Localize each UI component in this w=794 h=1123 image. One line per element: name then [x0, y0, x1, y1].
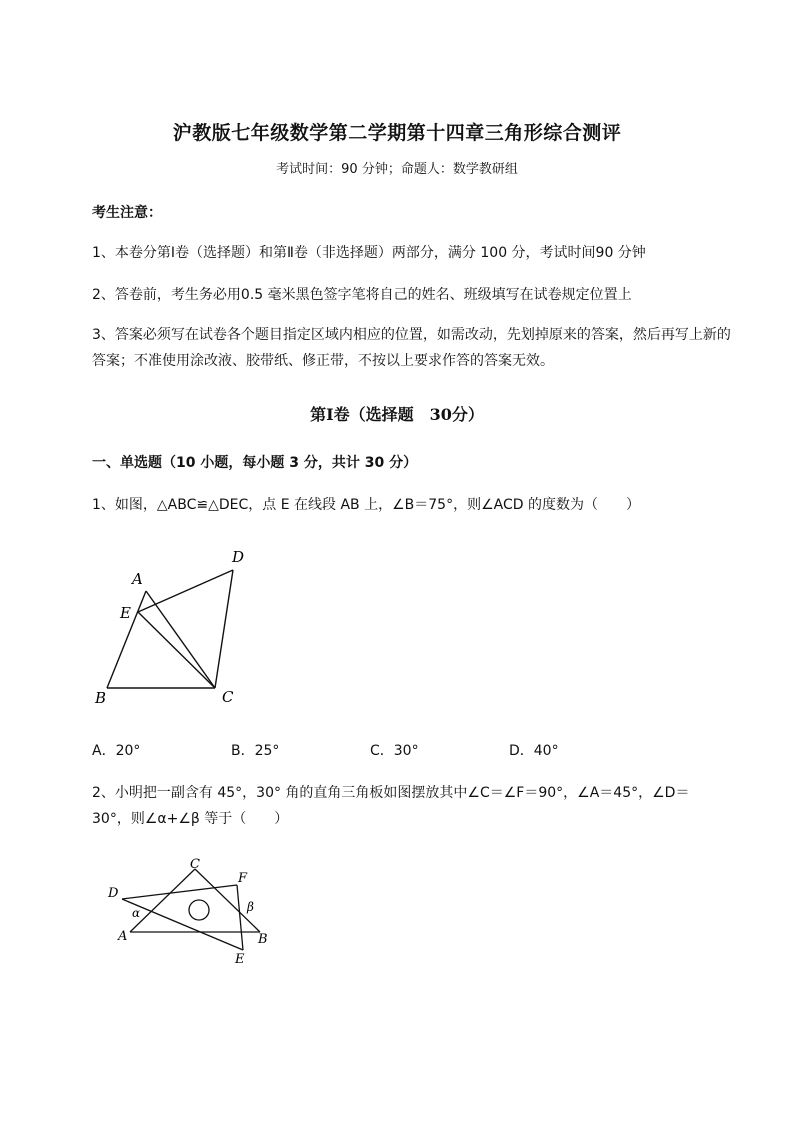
q1-option-b[interactable]: B．25°: [231, 743, 280, 759]
label-d: D: [232, 548, 245, 566]
q1-option-a[interactable]: A．20°: [92, 743, 141, 759]
label-e: E: [120, 604, 131, 622]
section-title: 第Ⅰ卷（选择题 30分）: [310, 405, 484, 424]
label-a: A: [132, 570, 143, 588]
question-1-text: 1、如图，△ABC≌△DEC，点 E 在线段 AB 上，∠B＝75°，则∠ACD 的度数为（ ）: [92, 497, 640, 513]
note-item-3: 3、答案必须写在试卷各个题目指定区域内相应的位置，如需改动，先划掉原来的答案，然后再写上新的答案；不准使用涂改液、胶带纸、修正带，不按以上要求作答的答案无效。: [92, 327, 731, 369]
label-b: B: [258, 932, 268, 947]
segment-de: [122, 899, 243, 950]
question-2-text-line-2: 30°，则∠α+∠β 等于（ ）: [92, 811, 289, 827]
part-heading: 一、单选题（10 小题，每小题 3 分，共计 30 分）: [92, 455, 418, 471]
label-b: B: [95, 689, 107, 707]
label-alpha: α: [132, 906, 141, 920]
segment-df: [122, 885, 237, 899]
notes-heading: 考生注意：: [92, 205, 162, 221]
exam-info: 考试时间：90 分钟；命题人：数学教研组: [276, 162, 518, 177]
label-a: A: [118, 929, 128, 944]
label-beta: β: [247, 900, 254, 914]
segment-dc: [215, 570, 233, 688]
q1-option-d[interactable]: D．40°: [509, 743, 559, 759]
label-c: C: [222, 688, 234, 706]
question-1-figure: [88, 540, 268, 710]
note-item-1: 1、本卷分第Ⅰ卷（选择题）和第Ⅱ卷（非选择题）两部分，满分 100 分，考试时间90 分钟: [92, 245, 646, 261]
segment-ec: [138, 612, 215, 688]
page-title: 沪教版七年级数学第二学期第十四章三角形综合测评: [172, 122, 622, 144]
segment-ac: [130, 869, 195, 932]
note-item-2: 2、答卷前，考生务必用0.5 毫米黑色签字笔将自己的姓名、班级填写在试卷规定位置上: [92, 287, 632, 303]
question-2-figure: [100, 852, 280, 972]
label-e: E: [235, 952, 245, 967]
segment-fe: [237, 885, 243, 950]
triangle-hole: [189, 900, 209, 920]
label-d: D: [108, 886, 119, 901]
q1-option-c[interactable]: C．30°: [370, 743, 419, 759]
label-c: C: [190, 857, 200, 872]
question-2-text-line-1: 2、小明把一副含有 45°，30° 角的直角三角板如图摆放其中∠C＝∠F＝90°，∠A＝45°，∠D＝: [92, 785, 690, 801]
segment-ac: [146, 591, 215, 688]
label-f: F: [238, 871, 248, 886]
segment-ed: [138, 570, 233, 612]
